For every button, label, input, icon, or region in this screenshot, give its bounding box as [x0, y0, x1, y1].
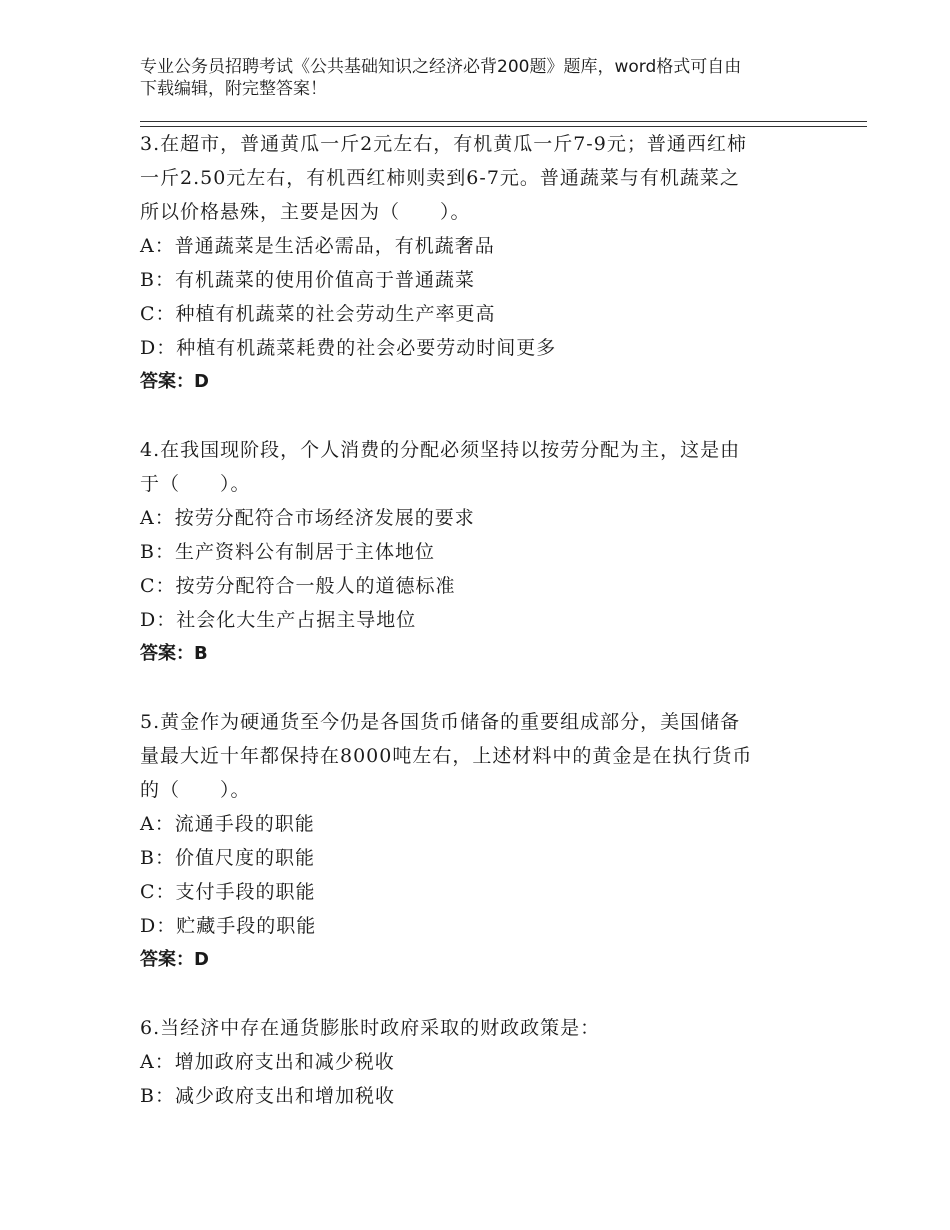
answer-label: 答案：B — [140, 643, 208, 664]
question-stem-line: 一斤2.50元左右，有机西红柿则卖到6-7元。普通蔬菜与有机蔬菜之 — [140, 167, 740, 189]
question-stem-line: 6.当经济中存在通货膨胀时政府采取的财政政策是： — [140, 1017, 601, 1039]
option-a: A：普通蔬菜是生活必需品，有机蔬奢品 — [140, 235, 495, 257]
header-line-1: 专业公务员招聘考试《公共基础知识之经济必背200题》题库，word格式可自由 — [140, 57, 742, 77]
question-4 — [140, 433, 840, 671]
question-stem-line: 5.黄金作为硬通货至今仍是各国货币储备的重要组成部分，美国储备 — [140, 711, 741, 733]
header-divider-top — [140, 121, 867, 122]
option-c: C：种植有机蔬菜的社会劳动生产率更高 — [140, 303, 496, 325]
answer-label: 答案：D — [140, 949, 209, 970]
option-b: B：减少政府支出和增加税收 — [140, 1085, 395, 1107]
option-d: D：贮藏手段的职能 — [140, 915, 317, 937]
question-stem-line: 3.在超市，普通黄瓜一斤2元左右，有机黄瓜一斤7-9元；普通西红柿 — [140, 133, 747, 155]
option-c: C：按劳分配符合一般人的道德标准 — [140, 575, 456, 597]
option-d: D：社会化大生产占据主导地位 — [140, 609, 417, 631]
question-list — [140, 127, 840, 1147]
option-b: B：生产资料公有制居于主体地位 — [140, 541, 435, 563]
question-stem-line: 量最大近十年都保持在8000吨左右，上述材料中的黄金是在执行货币 — [140, 745, 753, 767]
answer-label: 答案：D — [140, 371, 209, 392]
question-6 — [140, 1011, 840, 1113]
option-a: A：增加政府支出和减少税收 — [140, 1051, 395, 1073]
question-stem-line: 于（ ）。 — [140, 473, 251, 495]
option-b: B：有机蔬菜的使用价值高于普通蔬菜 — [140, 269, 475, 291]
option-a: A：按劳分配符合市场经济发展的要求 — [140, 507, 475, 529]
option-a: A：流通手段的职能 — [140, 813, 315, 835]
document-header — [140, 56, 820, 100]
option-d: D：种植有机蔬菜耗费的社会必要劳动时间更多 — [140, 337, 557, 359]
question-5 — [140, 705, 840, 977]
question-stem-line: 4.在我国现阶段，个人消费的分配必须坚持以按劳分配为主，这是由 — [140, 439, 741, 461]
option-c: C：支付手段的职能 — [140, 881, 316, 903]
question-3 — [140, 127, 840, 399]
option-b: B：价值尺度的职能 — [140, 847, 315, 869]
question-stem-line: 的（ ）。 — [140, 779, 251, 801]
header-line-2: 下载编辑，附完整答案！ — [140, 79, 327, 99]
question-stem-line: 所以价格悬殊，主要是因为（ ）。 — [140, 201, 471, 223]
